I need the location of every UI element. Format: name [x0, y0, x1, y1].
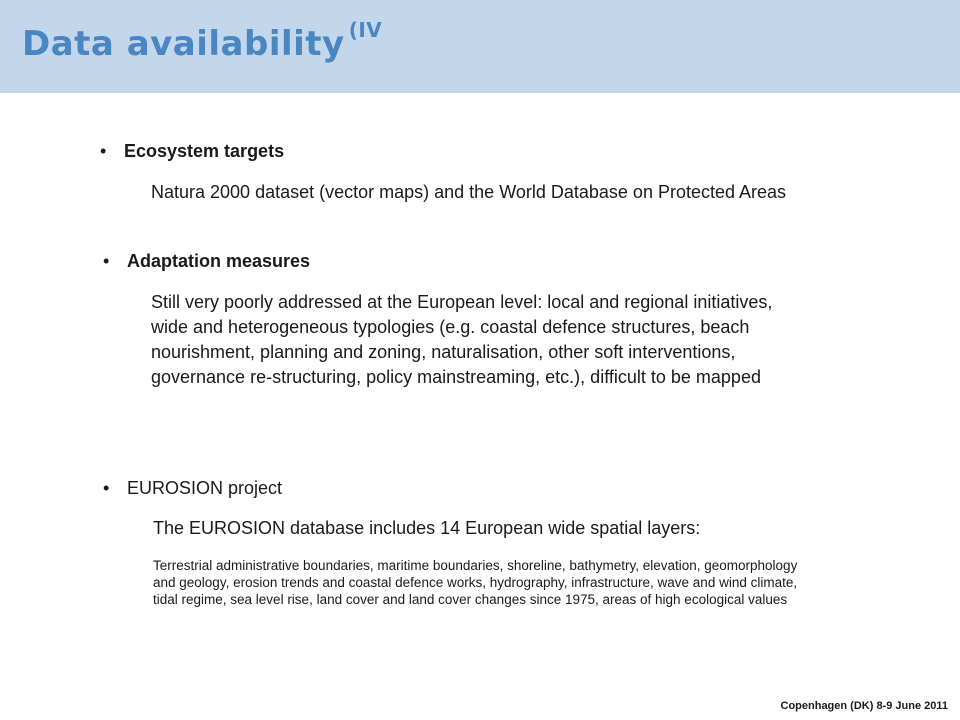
title-text: Data availability — [22, 24, 345, 64]
title-bar — [0, 0, 960, 93]
section-heading: Ecosystem targets — [124, 141, 285, 161]
bullet-icon: • — [103, 478, 110, 498]
footer-text: Copenhagen (DK) 8-9 June 2011 — [780, 700, 948, 712]
section-body: The EUROSION database includes 14 European wide spatial layers: — [153, 518, 701, 538]
section-heading: EUROSION project — [127, 478, 283, 498]
bullet-icon: • — [103, 251, 110, 271]
bullet-eurosion-project — [103, 478, 282, 499]
title-superscript: (IV — [348, 18, 383, 42]
section-heading: Adaptation measures — [127, 251, 311, 271]
bullet-ecosystem-targets — [100, 141, 284, 162]
page-title — [22, 18, 383, 64]
section-body: Still very poorly addressed at the European level: local and regional initiatives, wide and heterogeneous typologies (e.g. coastal defence structures, beach nourishment, planning and zoning, naturalisation, other soft interventions, governance re-structuring, policy mainstreaming, etc.), difficult to be mapped — [151, 292, 773, 387]
bullet-adaptation-measures — [103, 251, 310, 272]
bullet-icon: • — [100, 141, 107, 161]
section-body: Natura 2000 dataset (vector maps) and the World Database on Protected Areas — [151, 182, 787, 202]
section-detail: Terrestrial administrative boundaries, maritime boundaries, shoreline, bathymetry, elevation, geomorphology and geology, erosion trends and coastal defence works, hydrography, infrastructure, wave and wind climate, tidal regime, sea level rise, land cover and land cover changes since 1975, areas of high ecological values — [153, 558, 798, 607]
